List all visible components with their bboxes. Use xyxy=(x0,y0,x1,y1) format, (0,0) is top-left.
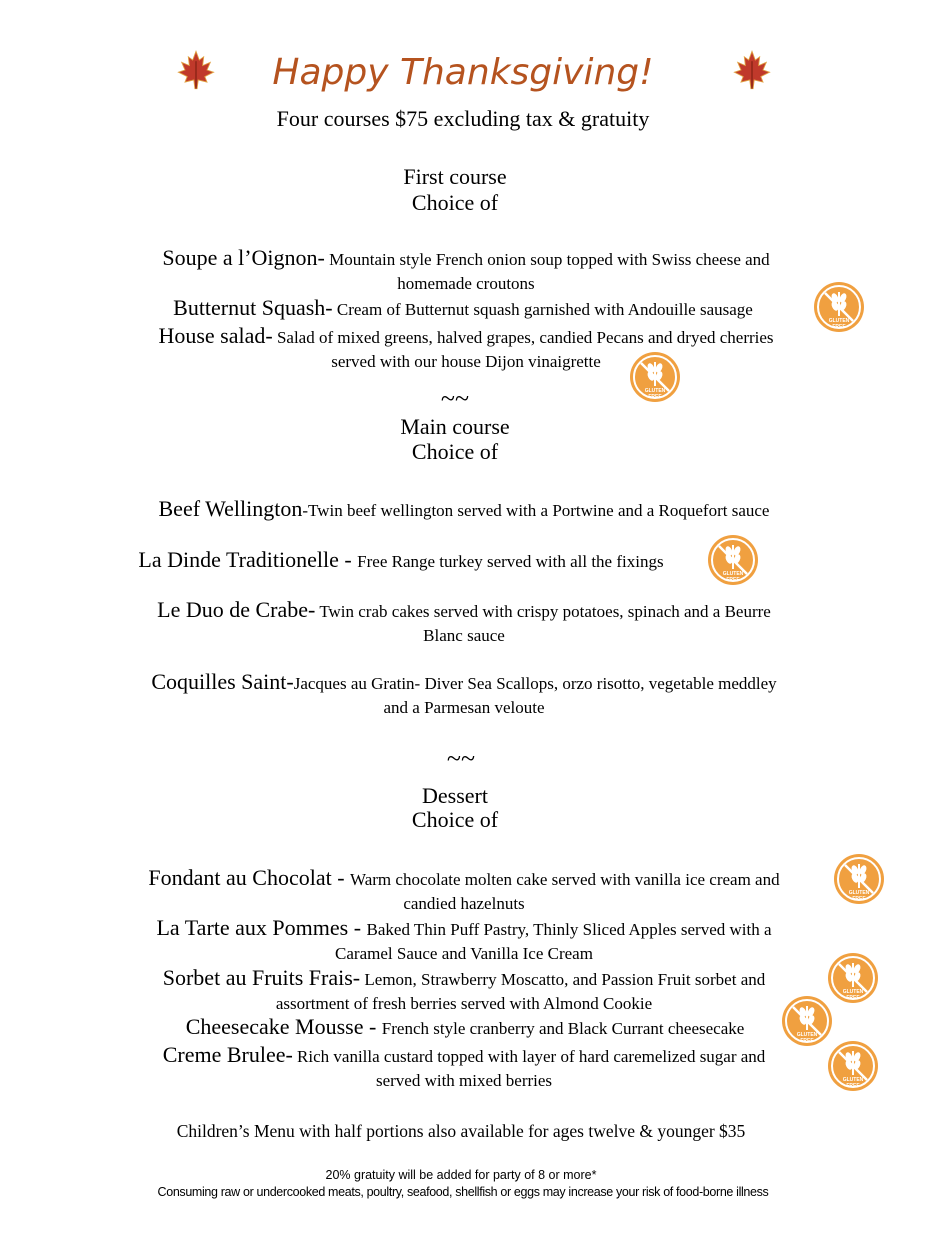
gluten-free-badge-icon xyxy=(826,951,880,1005)
dish-name: La Tarte aux Pommes - xyxy=(156,915,367,940)
dish-desc: and a Parmesan veloute xyxy=(383,698,545,717)
dish-desc: -Twin beef wellington served with a Portwine and a Roquefort sauce xyxy=(302,501,770,520)
badge-text: GLUTEN xyxy=(842,1077,864,1083)
dish-name: Soupe a l’Oignon- xyxy=(162,245,325,270)
dish-desc: Mountain style French onion soup topped with Swiss cheese and xyxy=(324,250,770,269)
dish-name: House salad- xyxy=(158,323,273,348)
divider: ~~ xyxy=(446,744,476,773)
badge-text: FREE xyxy=(726,577,740,583)
gluten-free-badge-icon xyxy=(832,852,886,906)
dish-butternut xyxy=(0,296,926,322)
main-course-title: Main course xyxy=(400,414,510,439)
dish-desc: Warm chocolate molten cake served with vanilla ice cream and xyxy=(350,870,780,889)
badge-text: FREE xyxy=(846,1083,860,1089)
badge-text: GLUTEN xyxy=(842,989,864,995)
dish-soupe xyxy=(3,246,926,296)
badge-text: GLUTEN xyxy=(828,318,850,324)
dish-coquilles xyxy=(1,670,926,720)
badge-text: FREE xyxy=(832,324,846,330)
divider: ~~ xyxy=(440,384,470,413)
dish-name: La Dinde Traditionelle - xyxy=(138,547,358,572)
dish-desc: Jacques au Gratin- Diver Sea Scallops, orzo risotto, vegetable meddley xyxy=(293,674,777,693)
badge-text: GLUTEN xyxy=(722,571,744,577)
badge-text: GLUTEN xyxy=(848,890,870,896)
dish-tarte xyxy=(1,916,926,966)
badge-text: FREE xyxy=(846,995,860,1001)
dish-desc: Baked Thin Puff Pastry, Thinly Sliced Apples served with a xyxy=(366,920,772,939)
dish-name: Le Duo de Crabe- xyxy=(157,597,316,622)
dessert-choice: Choice of xyxy=(411,807,499,832)
childrens-menu-note: Children’s Menu with half portions also available for ages twelve & younger $35 xyxy=(176,1121,746,1141)
dish-creme-brulee xyxy=(1,1043,926,1093)
dish-desc: Twin crab cakes served with crispy potatoes, spinach and a Beurre xyxy=(315,602,771,621)
dish-name: Beef Wellington xyxy=(158,496,303,521)
dish-desc: Free Range turkey served with all the fixings xyxy=(357,552,664,571)
badge-text: FREE xyxy=(648,394,662,400)
dish-desc: served with mixed berries xyxy=(375,1071,553,1090)
first-course-choice: Choice of xyxy=(411,190,499,215)
dish-fondant xyxy=(1,866,926,916)
food-safety-warning: Consuming raw or undercooked meats, poultry, seafood, shellfish or eggs may increase your risk of food-borne illness xyxy=(157,1185,769,1199)
main-course-choice: Choice of xyxy=(411,439,499,464)
dish-desc: assortment of fresh berries served with Almond Cookie xyxy=(275,994,653,1013)
badge-text: FREE xyxy=(852,896,866,902)
first-course-title: First course xyxy=(403,164,507,189)
badge-text: FREE xyxy=(800,1038,814,1044)
dish-desc: Cream of Butternut squash garnished with Andouille sausage xyxy=(332,300,753,319)
page-title: Happy Thanksgiving! xyxy=(272,52,654,93)
dish-crabe xyxy=(1,598,926,648)
price-subtitle: Four courses $75 excluding tax & gratuity xyxy=(276,106,650,131)
dish-name: Butternut Squash- xyxy=(173,295,333,320)
dish-desc: Caramel Sauce and Vanilla Ice Cream xyxy=(335,944,593,963)
gluten-free-badge-icon xyxy=(812,280,866,334)
dish-name: Cheesecake Mousse - xyxy=(185,1014,382,1039)
dish-name: Sorbet au Fruits Frais- xyxy=(162,965,361,990)
dish-desc: Lemon, Strawberry Moscatto, and Passion Fruit sorbet and xyxy=(360,970,766,989)
dish-desc: Salad of mixed greens, halved grapes, candied Pecans and dryed cherries xyxy=(272,328,774,347)
dish-desc: served with our house Dijon vinaigrette xyxy=(331,352,601,371)
gluten-free-badge-icon xyxy=(706,533,760,587)
gluten-free-badge-icon xyxy=(826,1039,880,1093)
dish-name: Coquilles Saint- xyxy=(151,669,294,694)
dish-desc: homemade croutons xyxy=(397,274,535,293)
badge-text: GLUTEN xyxy=(644,388,666,394)
dish-beef-wellington xyxy=(1,497,926,523)
dish-house-salad xyxy=(3,324,926,374)
gratuity-note: 20% gratuity will be added for party of 8 or more* xyxy=(325,1168,597,1182)
gluten-free-badge-icon xyxy=(628,350,682,404)
dish-desc: Rich vanilla custard topped with layer of hard caremelized sugar and xyxy=(292,1047,766,1066)
dish-desc: candied hazelnuts xyxy=(403,894,525,913)
dish-desc: French style cranberry and Black Currant cheesecake xyxy=(381,1019,745,1038)
dessert-title: Dessert xyxy=(422,783,488,808)
dish-name: Creme Brulee- xyxy=(162,1042,293,1067)
dish-desc: Blanc sauce xyxy=(423,626,505,645)
dish-name: Fondant au Chocolat - xyxy=(148,865,351,890)
badge-text: GLUTEN xyxy=(796,1032,818,1038)
